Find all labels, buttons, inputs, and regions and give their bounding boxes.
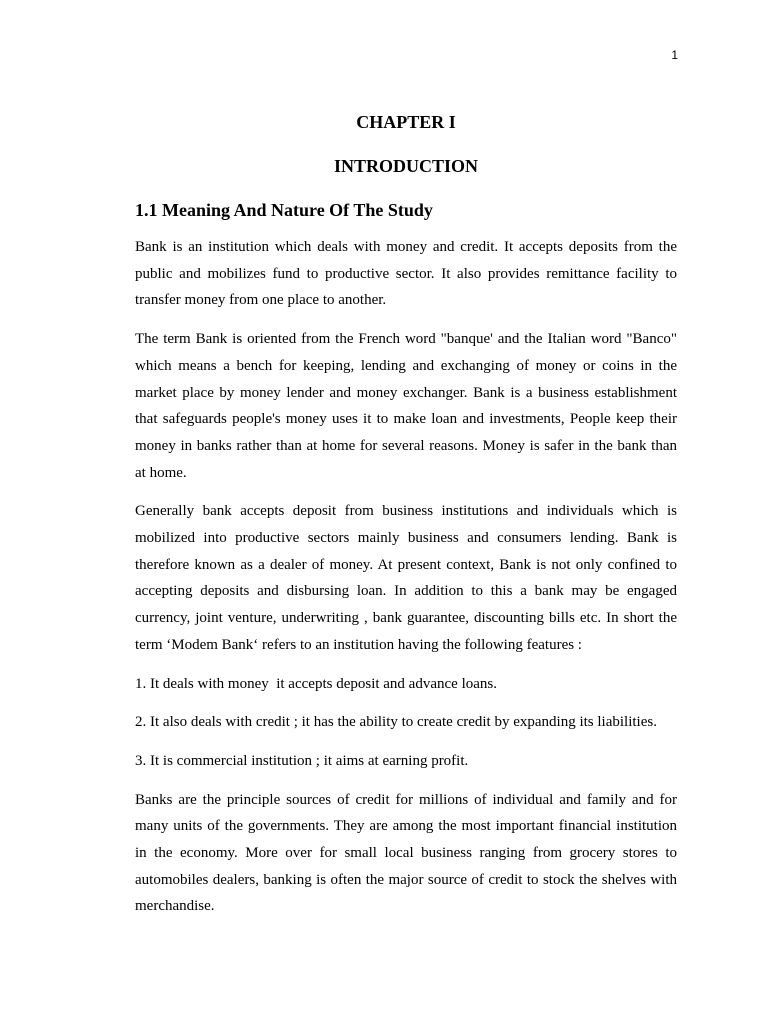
document-body [135,110,677,920]
feature-item-3: 3. It is commercial institution ; it aims at earning profit. [135,752,469,769]
chapter-title: INTRODUCTION [333,156,479,176]
paragraph-credit-sources: Banks are the principle sources of credit for millions of individual and family and for many units of the governments. They are among the most important financial institution in the economy. More over for small local business ranging from grocery stores to automobiles dealers, banking is often the major source of credit to stock the shelves with merchandise. [135,791,677,915]
paragraph-term-origin: The term Bank is oriented from the French word "banque' and the Italian word "Banco" which means a bench for keeping, lending and exchanging of money or coins in the market place by money lender and money exchanger. Bank is a business establishment that safeguards people's money uses it to make loan and investments, People keep their money in banks rather than at home for several reasons. Money is safer in the bank than at home. [135,331,677,481]
page-number: 1 [671,48,678,62]
feature-item-1: 1. It deals with money it accepts deposit and advance loans. [135,675,497,692]
section-heading: 1.1 Meaning And Nature Of The Study [135,200,433,220]
feature-item-2: 2. It also deals with credit ; it has the ability to create credit by expanding its liabilities. [135,714,657,731]
paragraph-bank-definition: Bank is an institution which deals with money and credit. It accepts deposits from the public and mobilizes fund to productive sector. It also provides remittance facility to transfer money from one place to another. [135,239,677,309]
paragraph-bank-functions: Generally bank accepts deposit from business institutions and individuals which is mobilized into productive sectors mainly business and consumers lending. Bank is therefore known as a dealer of money. At present context, Bank is not only confined to accepting deposits and disbursing loan. In addition to this a bank may be engaged currency, joint venture, underwriting , bank guarantee, discounting bills etc. In short the term ‘Modem Bank‘ refers to an institution having the following features : [135,503,677,653]
chapter-heading: CHAPTER I [356,112,456,132]
